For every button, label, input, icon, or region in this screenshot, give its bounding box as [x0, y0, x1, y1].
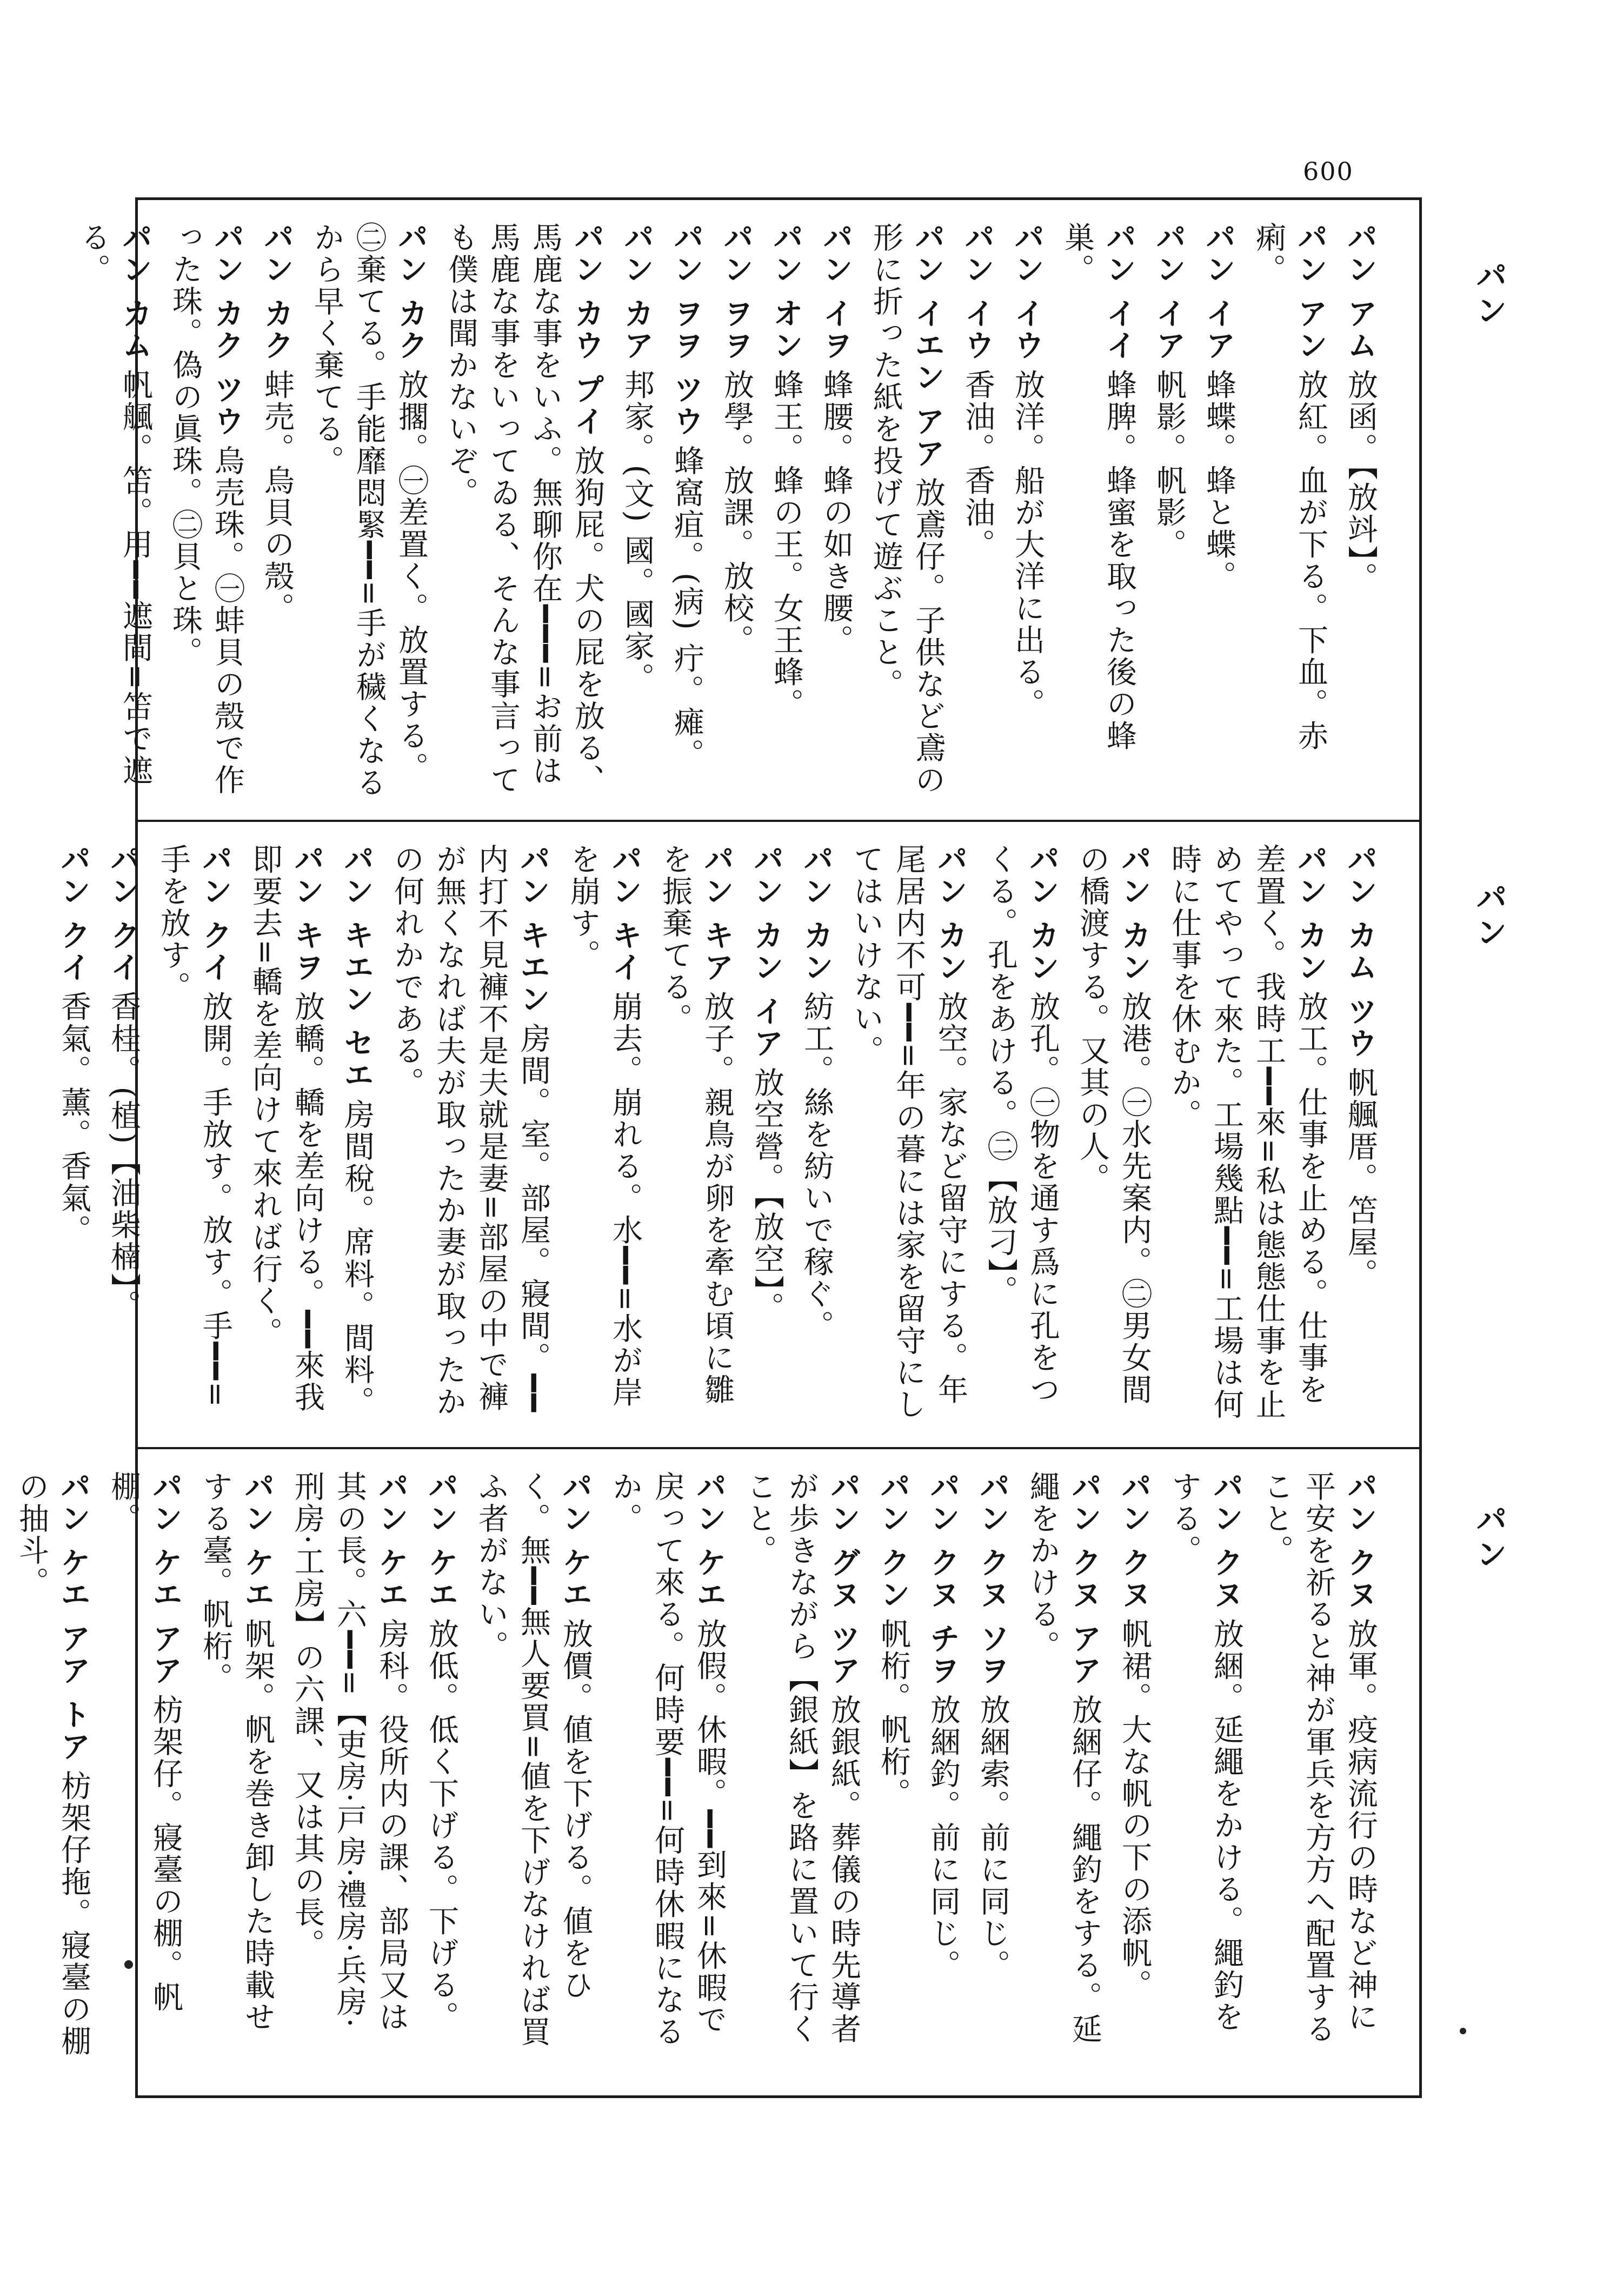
entry-definition: 烏売珠。㊀蚌貝の殼で作った珠。偽の眞珠。㊁貝と珠。	[168, 222, 245, 796]
entry-definition: 放開。手放す。放す。手━━=手を放す。	[156, 844, 233, 1409]
entry-definition: 香氣。薰。香氣。	[56, 991, 91, 1246]
dictionary-entry	[286, 1471, 413, 2060]
entry-definition: 帆影。帆影。	[1152, 369, 1187, 561]
entry-reading: パン カン	[799, 844, 834, 984]
entry-reading: パン アム	[1342, 222, 1378, 362]
entry-definition: 放空營。【放空】。	[749, 1067, 784, 1324]
entry-definition: 放綑。延繩をかける。繩釣をする。	[1167, 1471, 1244, 2033]
entry-definition: 放轎。轎を差向ける。━━來我即要去=轎を差向けて來れば行く。	[248, 844, 325, 1414]
dictionary-entry	[979, 844, 1063, 1431]
entry-reading: パン キエン セエ	[339, 844, 375, 1091]
dictionary-entry	[336, 844, 378, 1431]
dictionary-entry	[1339, 844, 1381, 1431]
entry-definition: 枋架仔。寢臺の棚。帆棚。	[106, 1471, 183, 2013]
entry-reading: パン グヌ ツア	[826, 1471, 861, 1687]
entry-definition: 帆䑺。笘。用━━遮間=笘で遮る。	[76, 222, 153, 787]
entry-reading: パン カウ プイ	[569, 222, 605, 437]
entry-definition: 枋架仔拖。寢臺の棚の抽斗。	[14, 1471, 91, 2058]
entry-definition: 紡工。絲を紡いで稼ぐ。	[799, 991, 834, 1342]
entry-reading: パン イウ	[1009, 222, 1045, 362]
dictionary-entry	[738, 1471, 864, 2060]
entry-reading: パン イイ	[1101, 222, 1137, 362]
dictionary-entry	[1148, 222, 1190, 804]
dictionary-entry	[420, 1471, 462, 2060]
entry-reading: パン イエン アア	[910, 222, 946, 469]
entry-definition: 邦家。(文) 國。國家。	[620, 369, 655, 694]
dictionary-entry	[305, 222, 432, 804]
margin-label-middle: パン	[1471, 881, 1507, 951]
entry-definition: 放軍。疫病流行の時など神に平安を祈ると神が軍兵を方方へ配置すること。	[1259, 1471, 1378, 2045]
entry-definition: 蜂腰。蜂の如き腰。	[819, 369, 854, 656]
entry-definition: 蜂王。蜂の王。女王蜂。	[769, 369, 804, 720]
entry-definition: 香油。香油。	[960, 369, 995, 561]
entry-definition: 放綑釣。前に同じ。	[926, 1694, 961, 1981]
dictionary-entry	[385, 844, 554, 1431]
margin-label-bottom: パン	[1471, 1503, 1507, 1572]
ink-dot	[124, 1960, 133, 1969]
entry-definition: 房間稅。席料。間料。	[340, 1099, 375, 1418]
entry-definition: 放紅。血が下る。下血。赤痢。	[1251, 222, 1328, 752]
entry-reading: パン カク	[259, 222, 295, 362]
entry-definition: 帆裙。大な帆の下の添帆。	[1117, 1618, 1152, 2001]
dictionary-entry	[72, 222, 156, 804]
entry-definition: 放學。放課。放校。	[719, 369, 754, 656]
entry-definition: 帆桁。帆桁。	[876, 1618, 911, 1810]
entry-definition: 放函。【放䇆】。	[1343, 369, 1378, 594]
entry-reading: パン ケエ	[374, 1471, 409, 1611]
section-middle	[56, 822, 1419, 1449]
entry-reading: パン クイ	[56, 844, 91, 984]
entry-reading: パン カク ツウ	[209, 222, 245, 437]
entry-definition: 帆架。帆を巻き卸した時載せする臺。帆桁。	[198, 1471, 275, 2033]
entry-reading: パン クイ	[197, 844, 233, 984]
entry-definition: 蜂蝶。蜂と蝶。	[1201, 369, 1236, 593]
dictionary-entry	[10, 1471, 95, 2060]
dictionary-entry	[795, 844, 837, 1431]
dictionary-entry	[244, 844, 328, 1431]
dictionary-entry	[872, 1471, 914, 2060]
entry-reading: パン アン	[1293, 222, 1328, 362]
dictionary-entry	[845, 844, 972, 1431]
entry-definition: 香桂。(植)【油柴楠】。	[106, 991, 141, 1322]
entry-reading: パン カン	[1025, 844, 1060, 984]
dictionary-entry	[666, 222, 708, 804]
entry-definition: 放假。休暇。━━到來=休暇で戻って來る。何時要━━=何時休暇になるか。	[608, 1471, 727, 2048]
entry-reading: パン クヌ ソヲ	[975, 1471, 1010, 1687]
dictionary-entry	[1247, 222, 1332, 804]
dictionary-entry	[0, 1471, 3, 2060]
entry-definition: 放港。㊀水先案内。㊁男女間の橋渡する。又其の人。	[1075, 844, 1152, 1406]
entry-definition: 放洋。船が大洋に出る。	[1010, 369, 1045, 720]
entry-definition: 房間。室。部屋。寢間。━━内打不見褲不是夫就是妻=部屋の中で褲が無くなれば夫が取ったか妻が取ったかの何れかである。	[389, 844, 551, 1418]
entry-reading: パン ケエ	[557, 1471, 593, 1611]
ink-dot	[1460, 2028, 1466, 2034]
entry-reading: パン オン	[768, 222, 804, 362]
dictionary-entry	[52, 844, 95, 1431]
entry-definition: 放孔。㊀物を通す爲に孔をつくる。孔をあける。㊁【放刁】。	[983, 844, 1060, 1406]
entry-reading: パン カム ツウ	[1342, 844, 1378, 1059]
entry-reading: パン カア	[619, 222, 655, 362]
dictionary-entry	[922, 1471, 964, 2060]
dictionary-entry	[815, 222, 857, 804]
entry-reading: パン クン	[875, 1471, 911, 1611]
entry-reading: パン カン	[1116, 844, 1152, 984]
entry-reading: パン カン イア	[749, 844, 784, 1059]
dictionary-entry	[256, 222, 298, 804]
section-bottom	[14, 1449, 1419, 2095]
entry-definition: 放空。家など留守にする。年尾居内不可━━=年の暮には家を留守にしてはいけない。	[849, 844, 968, 1421]
entry-reading: パン クヌ チヲ	[925, 1471, 961, 1687]
entry-reading: パン クヌ	[1342, 1471, 1378, 1611]
margin-label-top: パン	[1471, 260, 1507, 329]
entry-reading: パン ケエ	[240, 1471, 275, 1611]
dictionary-entry	[956, 222, 999, 804]
dictionary-entry	[1006, 222, 1048, 804]
entry-definition: 放價。値を下げる。値をひく。無━━無人要買=値を下げなければ買ふ者がない。	[474, 1471, 593, 2048]
dictionary-entry	[562, 844, 646, 1431]
entry-reading: パン ケエ	[691, 1471, 727, 1611]
dictionary-entry	[152, 844, 236, 1431]
entry-reading: パン クイ	[105, 844, 141, 984]
dictionary-entry	[715, 222, 757, 804]
dictionary-entry	[604, 1471, 730, 2060]
dictionary-entry	[1163, 1471, 1247, 2060]
dictionary-entry	[654, 844, 738, 1431]
dictionary-entry	[102, 1471, 187, 2060]
dictionary-entry	[1056, 222, 1140, 804]
dictionary-entry	[470, 1471, 596, 2060]
dictionary-entry	[746, 844, 788, 1431]
entry-reading: パン ヲヲ ツウ	[669, 222, 704, 437]
entry-definition: 帆䑺厝。笘屋。	[1343, 1067, 1378, 1290]
page-number: 600	[1303, 157, 1354, 186]
entry-reading: パン カク	[393, 222, 429, 362]
dictionary-entry	[440, 222, 608, 804]
entry-reading: パン クヌ	[1208, 1471, 1244, 1611]
entry-reading: パン キア	[699, 844, 735, 984]
section-top	[76, 200, 1419, 822]
dictionary-entry	[1163, 844, 1332, 1431]
entry-reading: パン ケエ	[423, 1471, 459, 1611]
entry-definition: 蜂脾。蜂蜜を取った後の蜂巣。	[1060, 222, 1137, 752]
entry-definition: 崩去。崩れる。水━━=水が岸を崩す。	[566, 844, 643, 1409]
entry-definition: 房科。役所内の課、部局又は其の長。六━━=【吏房·戸房·禮房·兵房·刑房·工房】の六課、又は其の長。	[290, 1471, 409, 2033]
entry-reading: パン カム	[117, 222, 153, 362]
entry-reading: パン ケエ アア トア	[56, 1471, 91, 1763]
entry-definition: 放綑索。前に同じ。	[975, 1694, 1010, 1981]
entry-reading: パン カン	[1293, 844, 1328, 984]
dictionary-entry	[194, 1471, 278, 2060]
entry-definition: 放狗屁。犬の屁を放る、馬鹿な事をいふ。無聊你在━━━=お前は馬鹿な事をいってゐる、そんな事言っても僕は聞かないぞ。	[443, 222, 605, 796]
entry-reading: パン キエン	[515, 844, 551, 1016]
entry-reading: パン キイ	[607, 844, 643, 984]
dictionary-entry	[1255, 1471, 1381, 2060]
dictionary-entry	[864, 222, 949, 804]
entry-reading: パン カン	[933, 844, 968, 984]
dictionary-entry	[616, 222, 658, 804]
entry-definition: 放子。親鳥が卵を牽む頃に雛を振棄てる。	[657, 844, 735, 1406]
dictionary-entry	[102, 844, 144, 1431]
entry-reading: パン キヲ	[289, 844, 325, 984]
entry-definition: 放擱。㊀差置く。放置する。㊁棄てる。手能靡悶緊━━=手が穢くなるから早く棄てる。	[309, 222, 429, 799]
dictionary-entry	[1071, 844, 1155, 1431]
entry-reading: パン イア	[1151, 222, 1187, 362]
entry-reading: パン イウ	[960, 222, 995, 362]
entry-reading: パン ケエ アア	[148, 1471, 183, 1687]
entry-reading: パン クヌ アア	[1067, 1471, 1102, 1687]
dictionary-entry	[765, 222, 807, 804]
dictionary-entry	[1021, 1471, 1106, 2060]
entry-definition: 蚌売。烏貝の殼。	[260, 369, 295, 625]
dictionary-entry	[972, 1471, 1014, 2060]
entry-reading: パン イア	[1201, 222, 1236, 362]
dictionary-entry	[1198, 222, 1240, 804]
entry-reading: パン クヌ	[1116, 1471, 1152, 1611]
entry-reading: パン イヲ	[818, 222, 854, 362]
entry-definition: 蜂窩疽。(病) 疔。瘫。	[669, 445, 704, 771]
dictionary-entry	[164, 222, 248, 804]
entry-definition: 放綑仔。繩釣をする。延繩をかける。	[1025, 1471, 1102, 2045]
entry-definition: 放銀紙。葬儀の時先導者が歩きながら【銀紙】を路に置いて行くこと。	[742, 1471, 861, 2045]
entry-definition: 放鳶仔。子供など鳶の形に折った紙を投げて遊ぶこと。	[868, 222, 946, 796]
entry-reading: パン ヲヲ	[719, 222, 754, 362]
entry-definition: 放工。仕事を止める。仕事を差置く。我時工━━來=私は態態仕事を止めてやって來た。工場幾點━━=工場は何時に仕事を休むか。	[1167, 844, 1328, 1421]
entry-definition: 放低。低く下げる。下げる。	[424, 1618, 459, 2033]
dictionary-entry	[1113, 1471, 1155, 2060]
dictionary-frame	[14, 197, 1422, 2098]
dictionary-entry	[1339, 222, 1381, 804]
